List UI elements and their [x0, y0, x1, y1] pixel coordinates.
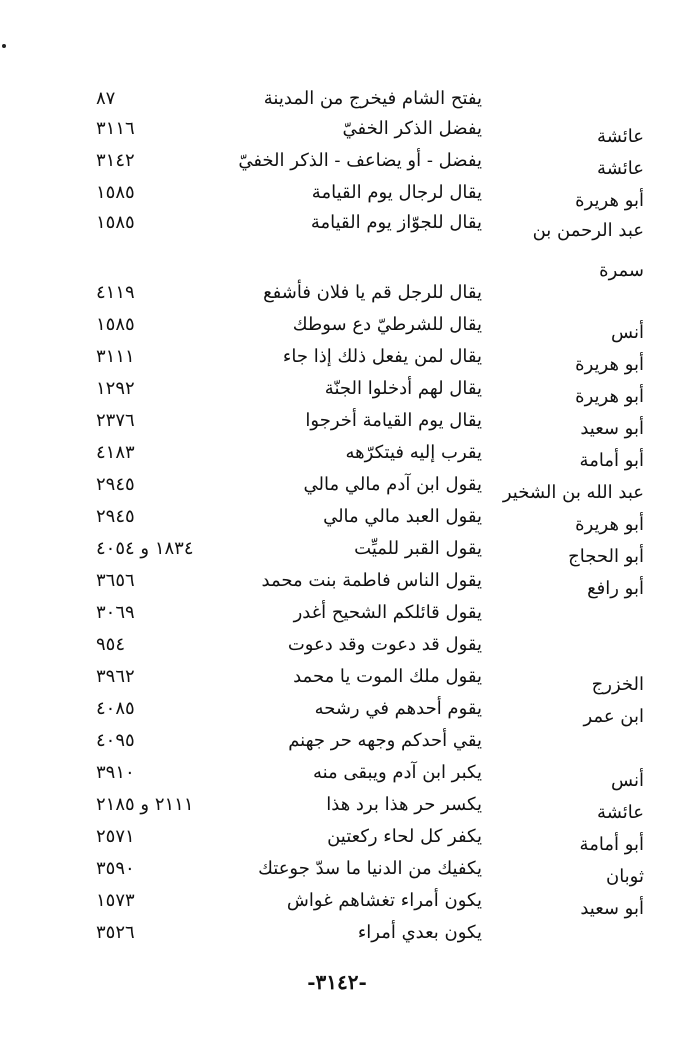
hadith-number: ٣١١١: [96, 346, 135, 367]
index-entry: [0, 118, 674, 148]
index-entry: [0, 282, 674, 312]
hadith-number: ٣١١٦: [96, 118, 135, 139]
hadith-incipit: يفتح الشام فيخرج من المدينة: [263, 88, 482, 109]
index-entry: [0, 346, 674, 376]
index-entry: [0, 858, 674, 888]
hadith-incipit: يقال لرجال يوم القيامة: [311, 182, 482, 203]
index-entry: [0, 252, 674, 282]
hadith-incipit: يقوم أحدهم في رشحه: [314, 698, 482, 719]
hadith-number: ٣٠٦٩: [96, 602, 135, 623]
hadith-number: ٣٩٦٢: [96, 666, 135, 687]
index-entry: [0, 570, 674, 600]
hadith-number: ٣١٤٢: [96, 150, 135, 171]
index-entry: [0, 88, 674, 118]
hadith-incipit: يقال للرجل قم يا فلان فأشفع: [263, 282, 482, 303]
index-entry: [0, 378, 674, 408]
hadith-number: ٢٩٤٥: [96, 474, 135, 495]
hadith-incipit: يفضل - أو يضاعف - الذكر الخفيّ: [238, 150, 482, 171]
hadith-incipit: يقول القبر للميِّت: [354, 538, 482, 559]
hadith-incipit: يقال للشرطيّ دع سوطك: [292, 314, 482, 335]
index-entry: [0, 826, 674, 856]
narrator-name: ثوبان: [605, 866, 644, 887]
index-entry: [0, 538, 674, 568]
hadith-incipit: يكفر كل لحاء ركعتين: [327, 826, 482, 847]
hadith-incipit: يكون أمراء تغشاهم غواش: [286, 890, 482, 911]
narrator-name: الخزرج: [591, 674, 644, 695]
hadith-number: ١٢٩٢: [96, 378, 135, 399]
hadith-number: ١٥٨٥: [96, 182, 135, 203]
narrator-name: أبو رافع: [587, 578, 644, 599]
narrator-name: أنس: [611, 322, 644, 343]
index-entry: [0, 182, 674, 212]
hadith-number: ٢٥٧١: [96, 826, 135, 847]
narrator-name: أبو أمامة: [579, 834, 644, 855]
index-entry: [0, 212, 674, 242]
index-entry: [0, 150, 674, 180]
index-entry: [0, 506, 674, 536]
hadith-number: ٣٩١٠: [96, 762, 135, 783]
narrator-name: أبو أمامة: [579, 450, 644, 471]
narrator-name: ابن عمر: [583, 706, 644, 727]
hadith-incipit: يكفيك من الدنيا ما سدّ جوعتك: [258, 858, 482, 879]
hadith-number: ٢١١١ و ٢١٨٥: [96, 794, 194, 815]
hadith-incipit: يقال يوم القيامة أخرجوا: [305, 410, 482, 431]
index-entry: [0, 410, 674, 440]
narrator-name: أبو سعيد: [580, 898, 644, 919]
narrator-name: أبو هريرة: [575, 190, 644, 211]
narrator-name: عبد الله بن الشخير: [502, 482, 644, 503]
narrator-name: أبو هريرة: [575, 354, 644, 375]
index-entry: [0, 762, 674, 792]
hadith-incipit: يكبر ابن آدم ويبقى منه: [312, 762, 482, 783]
page-number: -٣١٤٢-: [307, 970, 367, 994]
index-entry: [0, 698, 674, 728]
hadith-incipit: يقال لمن يفعل ذلك إذا جاء: [282, 346, 482, 367]
narrator-name: عبد الرحمن بن: [532, 220, 644, 241]
narrator-name: عائشة: [597, 158, 644, 179]
hadith-number: ١٥٨٥: [96, 212, 135, 233]
hadith-number: ٤١١٩: [96, 282, 135, 303]
index-entry: [0, 314, 674, 344]
hadith-number: ٩٥٤: [96, 634, 126, 655]
index-entry: [0, 634, 674, 664]
hadith-number: ٤٠٨٥: [96, 698, 135, 719]
hadith-incipit: يقول قد دعوت وقد دعوت: [287, 634, 482, 655]
hadith-number: ١٨٣٤ و ٤٠٥٤: [96, 538, 194, 559]
index-entry: [0, 890, 674, 920]
narrator-name: أبو الحجاج: [568, 546, 644, 567]
hadith-number: ٤٠٩٥: [96, 730, 135, 751]
hadith-number: ٣٦٥٦: [96, 570, 135, 591]
index-entry: [0, 474, 674, 504]
hadith-incipit: يقال لهم أدخلوا الجنّة: [324, 378, 482, 399]
hadith-number: ١٥٨٥: [96, 314, 135, 335]
hadith-number: ٨٧: [96, 88, 116, 109]
hadith-incipit: يقي أحدكم وجهه حر جهنم: [288, 730, 482, 751]
index-entry: [0, 666, 674, 696]
index-entry: [0, 602, 674, 632]
narrator-name: عائشة: [597, 126, 644, 147]
hadith-incipit: يكون بعدي أمراء: [357, 922, 482, 943]
hadith-incipit: يفضل الذكر الخفيّ: [342, 118, 482, 139]
narrator-name: عائشة: [597, 802, 644, 823]
index-entry: [0, 794, 674, 824]
margin-mark: [2, 44, 6, 48]
narrator-name: أبو هريرة: [575, 514, 644, 535]
hadith-number: ٣٥٩٠: [96, 858, 135, 879]
hadith-number: ١٥٧٣: [96, 890, 135, 911]
hadith-incipit: يقال للجوّاز يوم القيامة: [310, 212, 482, 233]
hadith-number: ٣٥٢٦: [96, 922, 135, 943]
narrator-name: أبو هريرة: [575, 386, 644, 407]
hadith-incipit: يكسر حر هذا برد هذا: [326, 794, 482, 815]
hadith-incipit: يقول ملك الموت يا محمد: [293, 666, 482, 687]
index-entry: [0, 442, 674, 472]
hadith-number: ٢٣٧٦: [96, 410, 135, 431]
index-entry: [0, 922, 674, 952]
hadith-incipit: يقول الناس فاطمة بنت محمد: [261, 570, 482, 591]
narrator-name: أنس: [611, 770, 644, 791]
hadith-number: ٤١٨٣: [96, 442, 135, 463]
hadith-incipit: يقول ابن آدم مالي مالي: [303, 474, 482, 495]
hadith-incipit: يقول العبد مالي مالي: [323, 506, 482, 527]
hadith-incipit: يقرب إليه فيتكرّهه: [345, 442, 482, 463]
narrator-name: سمرة: [599, 260, 644, 281]
hadith-number: ٢٩٤٥: [96, 506, 135, 527]
hadith-incipit: يقول قائلكم الشحيح أغدر: [293, 602, 482, 623]
index-entry: [0, 730, 674, 760]
narrator-name: أبو سعيد: [580, 418, 644, 439]
